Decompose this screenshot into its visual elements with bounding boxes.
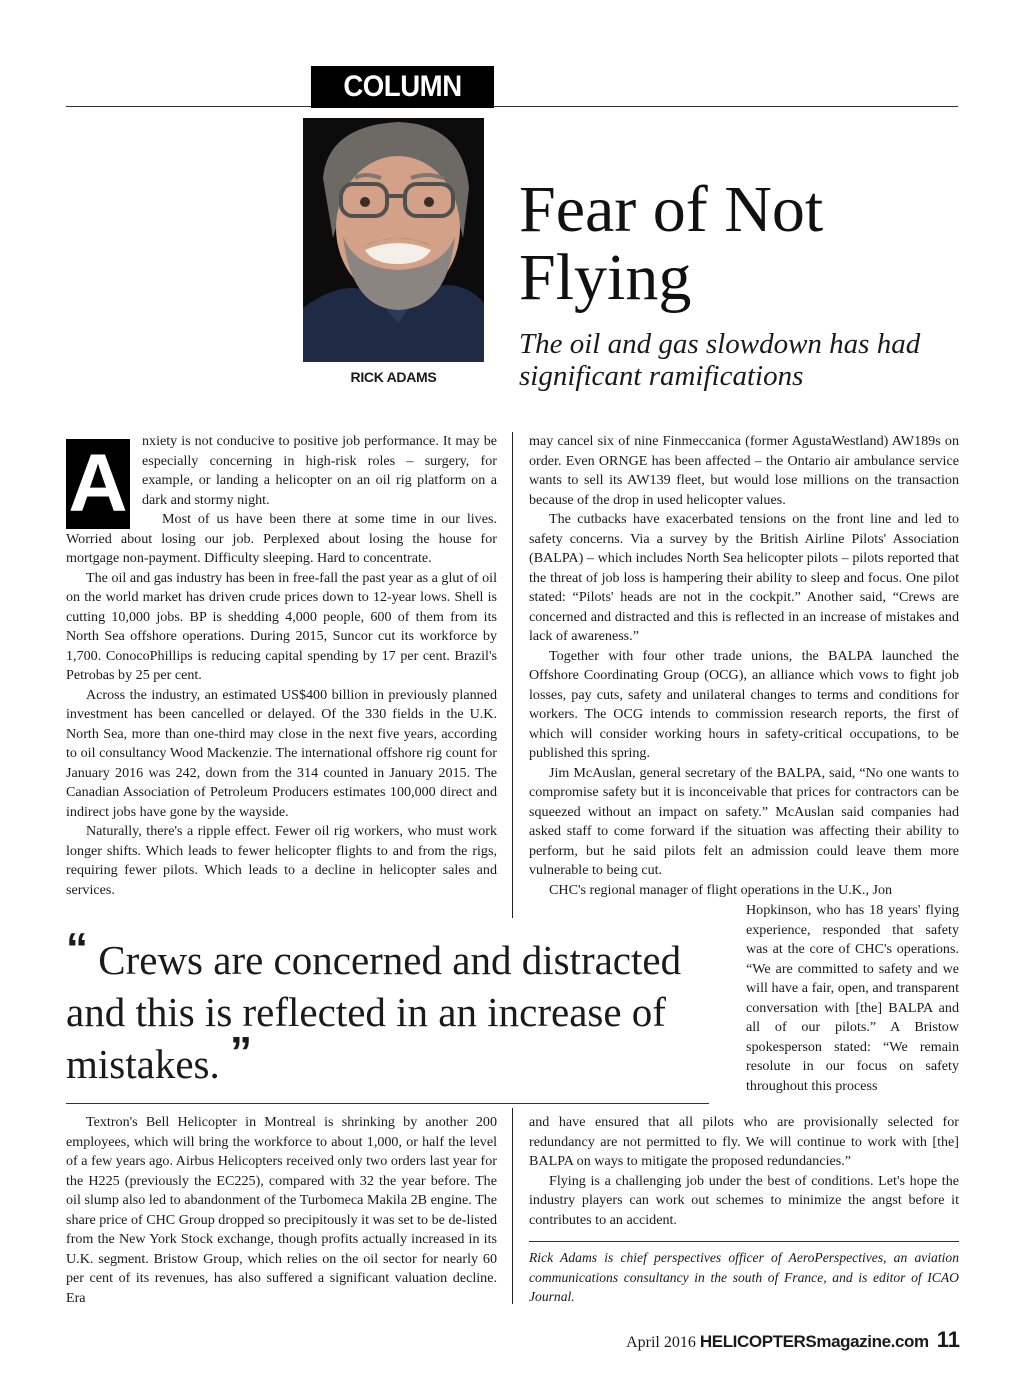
body-paragraph: Naturally, there's a ripple effect. Fewer oil rig workers, who must work longer shifts. Which leads to fewer helicopter flights to and from the rigs, requiring fewer pilots. Which leads to a decline in helicopter sales and services. — [66, 823, 497, 898]
pull-quote — [66, 924, 706, 1090]
body-paragraph: Flying is a challenging job under the best of conditions. Let's hope the industry players can work out schemes to minimize the angst before it contributes to an accident. — [529, 1172, 959, 1228]
body-paragraph: The cutbacks have exacerbated tensions on the front line and led to safety concerns. Via a survey by the British Airline Pilots' Association (BALPA) – which includes North Sea helicopter pilots – pilots reported that the threat of job loss is hampering their ability to sleep and focus. One pilot stated: “Pilots' heads are not in the cockpit.” Another said, “Crews are concerned and distracted and this is reflected in an increase of mistakes and lack of awareness.” — [529, 511, 959, 644]
body-column-right-top — [529, 432, 959, 900]
author-byline: RICK ADAMS — [350, 369, 437, 385]
page-number: 11 — [936, 1327, 960, 1352]
body-paragraph: Across the industry, an estimated US$400 billion in previously planned investment has been cancelled or delayed. Of the 330 fields in the U.K. North Sea, more than one-third may close in the next five years, according to oil consultancy Wood Mackenzie. The international offshore rig count for January 2016 was 242, down from the 314 counted in January 2015. The Canadian Association of Petroleum Producers estimates 100,000 direct and indirect jobs have gone by the wayside. — [66, 686, 497, 820]
pull-quote-rule — [66, 1103, 709, 1104]
author-bio: Rick Adams is chief perspectives officer of AeroPerspectives, an aviation communications consultancy in the south of France, and is editor of ICAO Journal. — [529, 1250, 959, 1304]
article-deck: The oil and gas slowdown has had significant ramifications — [519, 328, 921, 392]
body-paragraph: Together with four other trade unions, the BALPA launched the Offshore Coordinating Group (OCG), an alliance which vows to fight job losses, pay cuts, safety and unilateral changes to terms and conditions for workers. The OCG intends to commission research reports, the first of which will consider working hours in safety-critical occupations, to be published this spring. — [529, 647, 959, 761]
body-paragraph: may cancel six of nine Finmeccanica (former AgustaWestland) AW189s on order. Even ORNGE has been affected – the Ontario air ambulance service wants to sell its AW139 fleet, but would lose millions on the transaction because of the drop in used helicopter values. — [529, 433, 959, 508]
pull-quote-text: Crews are concerned and distracted and this is reflected in an increase of mistakes. — [66, 937, 682, 1087]
column-divider — [512, 432, 513, 918]
header-rule — [66, 106, 958, 107]
column-divider — [512, 1108, 513, 1304]
body-paragraph: Most of us have been there at some time in our lives. Worried about losing our job. Perplexed about losing the house for mortgage non-payment. Difficulty sleeping. Hard to concentrate. — [66, 511, 497, 566]
magazine-name: HELICOPTERSmagazine.com — [699, 1332, 929, 1351]
section-tag: COLUMN — [311, 66, 494, 108]
page-footer — [626, 1327, 960, 1353]
body-paragraph: The oil and gas industry has been in free-fall the past year as a glut of oil on the world market has driven crude prices down to 12-year lows. Shell is cutting 10,000 jobs. BP is shedding 4,000 people, 600 of them from its North Sea offshore operations. During 2015, Suncor cut its workforce by 1,700. ConocoPhillips is reducing capital spending by 17 per cent. Brazil's Petrobas by 25 per cent. — [66, 569, 497, 683]
close-quote-mark: ” — [229, 1028, 252, 1077]
body-paragraph: Hopkinson, who has 18 years' flying experience, responded that safety was at the core of CHC's operations. “We are committed to safety and we will have a fair, open, and transparent conversation with [the] BALPA and all of our pilots.” A Bristow spokesperson stated: “We remain resolute in our focus on safety throughout this process — [746, 902, 959, 1094]
open-quote-mark: “ — [66, 924, 88, 973]
body-paragraph: Textron's Bell Helicopter in Montreal is shrinking by another 200 employees, which will bring the workforce to about 1,000, or half the level of a few years ago. Airbus Helicopters received only two orders last year for the H225 (previously the EC225), compared with 32 the year before. The oil slump also led to abandonment of the Turbomeca Makila 2B engine. The share price of CHC Group dropped so precipitously it was set to be de-listed from the New York Stock exchange, though profits actually increased in its U.K. segment. Bristow Group, which relies on the oil sector for nearly 60 per cent of its revenues, has also suffered a significant valuation decline. Era — [66, 1114, 497, 1306]
article-title: Fear of Not Flying — [519, 173, 824, 314]
bio-rule — [529, 1241, 959, 1242]
body-paragraph: nxiety is not conducive to positive job performance. It may be especially concerning in high-risk roles – surgery, for example, or landing a helicopter on an oil rig platform on a dark and stormy night. — [142, 433, 497, 508]
body-paragraph: CHC's regional manager of flight operations in the U.K., Jon — [549, 881, 893, 898]
body-column-right-bottom — [529, 1113, 959, 1230]
drop-cap: A — [66, 439, 130, 529]
body-column-left-top — [66, 432, 497, 900]
body-paragraph: and have ensured that all pilots who are provisionally selected for redundancy are not permitted to fly. We will continue to work with [the] BALPA on ways to mitigate the proposed redundancies.” — [529, 1114, 959, 1169]
body-paragraph: Jim McAuslan, general secretary of the BALPA, said, “No one wants to compromise safety but it is inconceivable that prices for contractors can be squeezed without an impact on safety.” McAuslan said companies had asked staff to come forward if the situation was affecting their ability to perform, but he said pilots felt an admission could leave them more vulnerable to being cut. — [529, 764, 959, 878]
body-column-right-narrow — [746, 901, 959, 1096]
body-column-left-bottom — [66, 1113, 497, 1308]
author-portrait-image — [303, 118, 484, 362]
issue-date: April 2016 — [626, 1334, 696, 1351]
author-photo — [303, 118, 484, 362]
